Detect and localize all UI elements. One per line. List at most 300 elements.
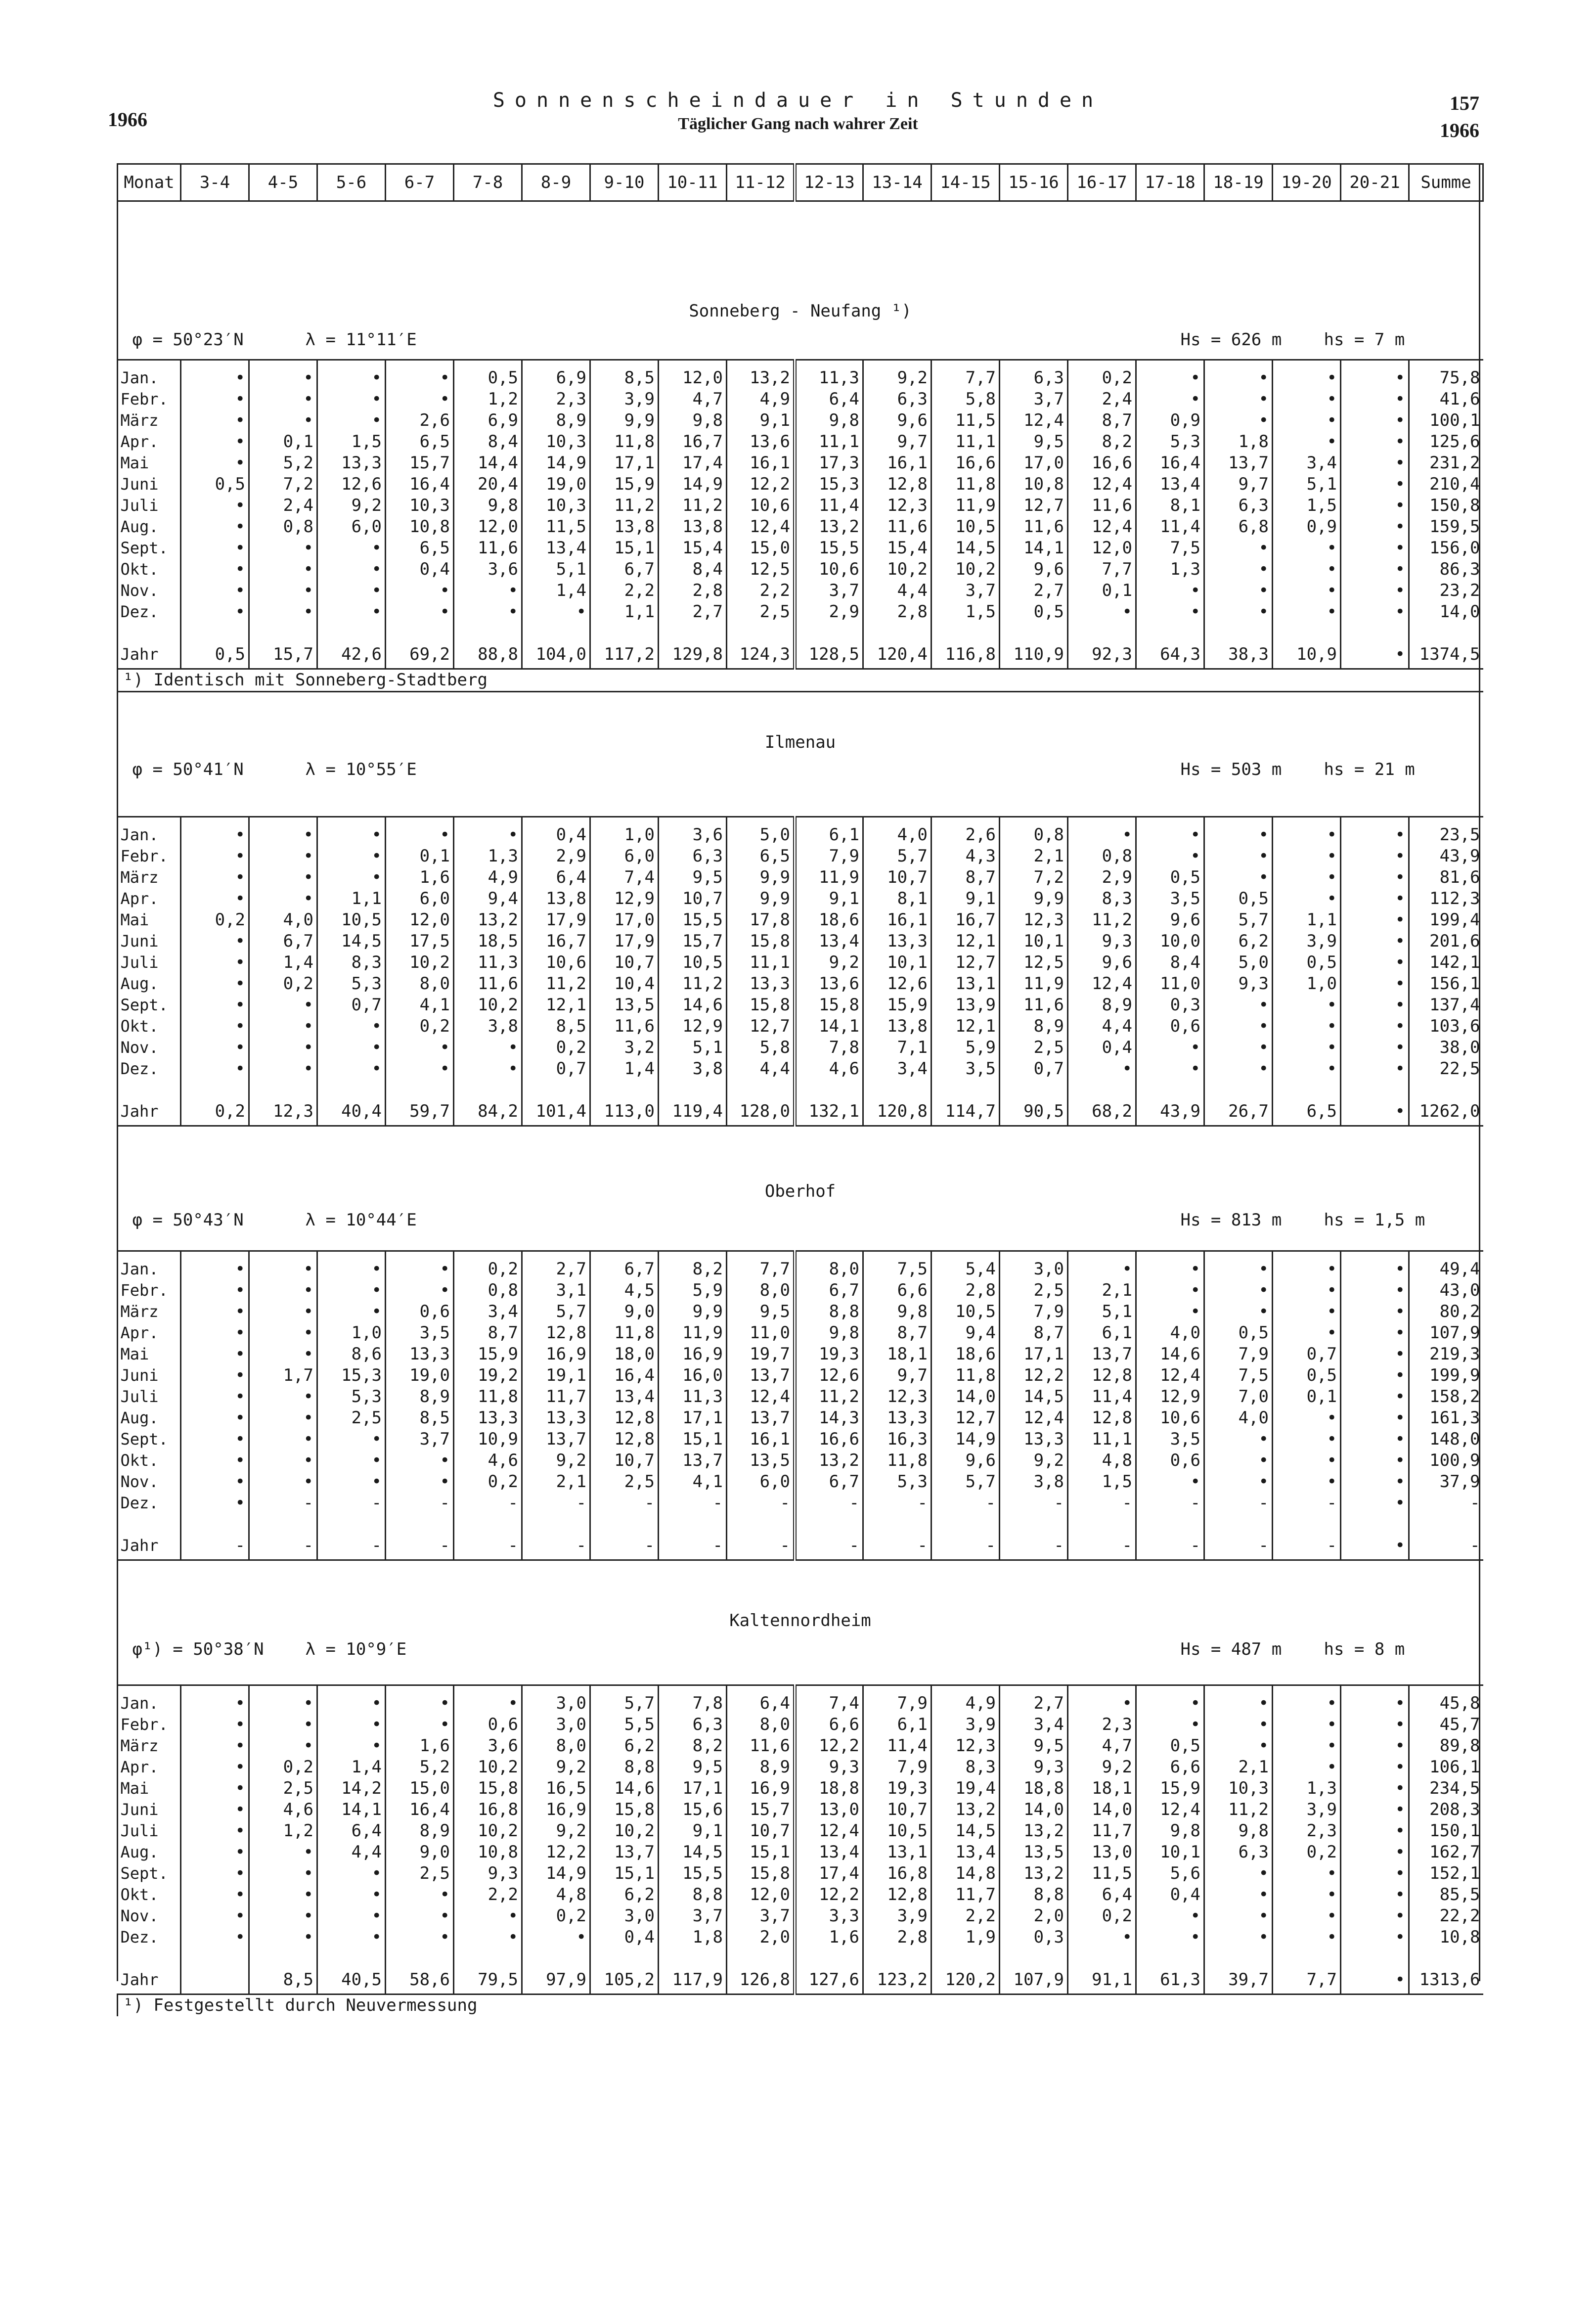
sum-cell: 107,9: [1409, 1322, 1483, 1344]
hour-cell: 17,4: [795, 1863, 863, 1884]
hour-cell: 3,9: [590, 389, 659, 410]
hour-cell: •: [181, 931, 249, 952]
hour-cell: 18,5: [454, 931, 522, 952]
hour-cell: 11,2: [590, 495, 659, 516]
hour-cell: 0,1: [1068, 580, 1136, 601]
month-label: Apr.: [120, 1758, 159, 1776]
hour-cell: 132,1: [795, 1097, 863, 1126]
hour-cell: 16,6: [931, 453, 1000, 474]
hour-cell: 2,4: [1068, 389, 1136, 410]
hour-cell: 16,5: [522, 1778, 590, 1799]
hour-cell: 17,1: [590, 453, 659, 474]
hour-cell: •: [317, 824, 386, 846]
hour-cell: 10,6: [727, 495, 795, 516]
hour-cell: 10,1: [863, 952, 931, 973]
hour-cell: 42,6: [317, 640, 386, 669]
hour-cell: 3,4: [1273, 453, 1341, 474]
hour-cell: 1,6: [386, 867, 454, 888]
hour-cell: 15,3: [317, 1365, 386, 1386]
hour-cell: 2,1: [1000, 846, 1068, 867]
hour-cell: 15,1: [659, 1429, 727, 1450]
hour-cell: •: [1273, 867, 1341, 888]
hour-cell: 12,4: [1000, 410, 1068, 431]
hour-cell: •: [249, 559, 317, 580]
latitude: φ = 50°41′N: [132, 760, 244, 779]
hour-cell: 12,3: [863, 495, 931, 516]
hour-cell: 9,1: [931, 888, 1000, 909]
hour-cell: 4,0: [249, 909, 317, 931]
hour-cell: •: [181, 1693, 249, 1714]
station-header: [118, 692, 1483, 816]
hour-cell: 120,8: [863, 1097, 931, 1126]
hour-cell: 7,5: [1204, 1365, 1273, 1386]
hour-cell: 15,1: [590, 1863, 659, 1884]
hour-cell: 2,8: [863, 1927, 931, 1948]
table-row: [118, 474, 1483, 495]
hour-cell: •: [181, 1365, 249, 1386]
hour-cell: 12,6: [863, 973, 931, 995]
hour-cell: 1,2: [249, 1820, 317, 1842]
hour-cell: 8,3: [931, 1757, 1000, 1778]
table-row: [118, 1037, 1483, 1058]
table-row: [118, 1344, 1483, 1365]
hour-cell: •: [1341, 1757, 1409, 1778]
table-row: [118, 1301, 1483, 1322]
column-header: 8-9: [522, 164, 590, 201]
hour-cell: 13,1: [863, 1842, 931, 1863]
hour-cell: 18,6: [931, 1344, 1000, 1365]
hour-cell: 11,7: [522, 1386, 590, 1407]
hour-cell: •: [1341, 410, 1409, 431]
hour-cell: •: [1341, 931, 1409, 952]
hour-cell: 15,7: [659, 931, 727, 952]
hour-cell: 11,2: [659, 495, 727, 516]
hour-cell: 9,2: [1068, 1757, 1136, 1778]
hour-cell: •: [1341, 909, 1409, 931]
hour-cell: 10,0: [1136, 931, 1204, 952]
hour-cell: •: [249, 1735, 317, 1757]
footnote: ¹) Festgestellt durch Neuvermessung: [123, 1995, 478, 2015]
hour-cell: •: [181, 867, 249, 888]
hour-cell: 2,9: [795, 601, 863, 623]
hour-cell: 2,5: [249, 1778, 317, 1799]
hour-cell: •: [1341, 867, 1409, 888]
hour-cell: 13,2: [727, 367, 795, 389]
sum-cell: 156,0: [1409, 538, 1483, 559]
hour-cell: 2,8: [931, 1280, 1000, 1301]
hour-cell: •: [386, 1037, 454, 1058]
hour-cell: 12,8: [1068, 1365, 1136, 1386]
hour-cell: 9,6: [931, 1450, 1000, 1471]
hour-cell: •: [522, 601, 590, 623]
hour-cell: 2,1: [522, 1471, 590, 1493]
hour-cell: 15,4: [863, 538, 931, 559]
hour-cell: 12,0: [659, 367, 727, 389]
hour-cell: 16,1: [727, 453, 795, 474]
hour-cell: 11,7: [1068, 1820, 1136, 1842]
hour-cell: 5,1: [1068, 1301, 1136, 1322]
month-label: Apr.: [120, 889, 159, 908]
hour-cell: 4,3: [931, 846, 1000, 867]
hour-cell: 6,1: [863, 1714, 931, 1735]
hour-cell: 9,6: [1068, 952, 1136, 973]
hour-cell: 116,8: [931, 640, 1000, 669]
month-label: Juni: [120, 475, 159, 494]
sum-cell: 22,5: [1409, 1058, 1483, 1080]
table-row: [118, 1905, 1483, 1927]
hour-cell: 12,3: [249, 1097, 317, 1126]
hour-cell: 2,8: [863, 601, 931, 623]
hour-cell: 8,2: [659, 1735, 727, 1757]
hour-cell: -: [522, 1493, 590, 1514]
hour-cell: 3,7: [386, 1429, 454, 1450]
annual-total-row: [118, 640, 1483, 669]
hour-cell: 9,9: [727, 867, 795, 888]
hour-cell: •: [1204, 1905, 1273, 1927]
hour-cell: •: [249, 1842, 317, 1863]
longitude: λ = 10°44′E: [305, 1210, 417, 1230]
hour-cell: •: [249, 1714, 317, 1735]
hour-cell: 8,0: [727, 1280, 795, 1301]
hour-cell: 12,9: [590, 888, 659, 909]
sum-cell: 38,0: [1409, 1037, 1483, 1058]
hour-cell: 40,4: [317, 1097, 386, 1126]
table-row: [118, 1450, 1483, 1471]
hour-cell: 12,6: [317, 474, 386, 495]
hour-cell: •: [1136, 1693, 1204, 1714]
hour-cell: 0,4: [386, 559, 454, 580]
hour-cell: •: [1341, 952, 1409, 973]
hour-cell: •: [317, 580, 386, 601]
hour-cell: •: [317, 1927, 386, 1948]
hour-cell: 9,8: [1136, 1820, 1204, 1842]
hour-cell: 3,1: [522, 1280, 590, 1301]
month-label: Sept.: [120, 1864, 168, 1883]
hour-cell: 61,3: [1136, 1966, 1204, 1995]
sum-cell: 45,7: [1409, 1714, 1483, 1735]
hour-cell: 10,2: [454, 995, 522, 1016]
hour-cell: 1,5: [1068, 1471, 1136, 1493]
hour-cell: •: [1068, 1058, 1136, 1080]
hour-cell: 16,9: [727, 1778, 795, 1799]
hour-cell: 11,8: [590, 1322, 659, 1344]
hour-cell: -: [1068, 1532, 1136, 1560]
hour-cell: 9,7: [863, 431, 931, 453]
hour-cell: 0,1: [249, 431, 317, 453]
hour-cell: -: [1068, 1493, 1136, 1514]
hour-cell: •: [386, 1280, 454, 1301]
hour-cell: 5,0: [1204, 952, 1273, 973]
hour-cell: 5,5: [590, 1714, 659, 1735]
hour-cell: 10,9: [1273, 640, 1341, 669]
sum-cell: 1313,6: [1409, 1966, 1483, 1995]
hour-cell: •: [1204, 601, 1273, 623]
month-label: Juni: [120, 932, 159, 951]
hour-cell: •: [317, 1714, 386, 1735]
hour-cell: 9,3: [454, 1863, 522, 1884]
table-row: [118, 1259, 1483, 1280]
hour-cell: 4,6: [454, 1450, 522, 1471]
hour-cell: 15,0: [386, 1778, 454, 1799]
hour-cell: 8,0: [386, 973, 454, 995]
hour-cell: •: [249, 995, 317, 1016]
hour-cell: 14,9: [931, 1429, 1000, 1450]
month-label: Juli: [120, 496, 159, 515]
hour-cell: •: [1341, 1714, 1409, 1735]
hour-cell: 8,9: [1068, 995, 1136, 1016]
sum-cell: 234,5: [1409, 1778, 1483, 1799]
hour-cell: 117,9: [659, 1966, 727, 1995]
hour-cell: 15,5: [795, 538, 863, 559]
hour-cell: 9,2: [522, 1820, 590, 1842]
hour-cell: 120,4: [863, 640, 931, 669]
latitude: φ¹) = 50°38′N: [132, 1639, 264, 1659]
hour-cell: -: [1000, 1493, 1068, 1514]
hour-cell: •: [1341, 367, 1409, 389]
sum-cell: 1374,5: [1409, 640, 1483, 669]
month-label: Okt.: [120, 1017, 159, 1036]
hour-cell: 4,5: [590, 1280, 659, 1301]
hour-cell: 11,8: [454, 1386, 522, 1407]
hour-cell: 13,8: [522, 888, 590, 909]
hour-cell: 16,7: [931, 909, 1000, 931]
hour-cell: 13,2: [1000, 1820, 1068, 1842]
sum-cell: 199,9: [1409, 1365, 1483, 1386]
hour-cell: •: [181, 495, 249, 516]
hour-cell: •: [1341, 1301, 1409, 1322]
hour-cell: 10,1: [1000, 931, 1068, 952]
hour-cell: •: [386, 601, 454, 623]
hour-cell: 9,3: [1000, 1757, 1068, 1778]
hour-cell: 6,6: [795, 1714, 863, 1735]
hour-cell: 13,3: [522, 1407, 590, 1429]
hour-cell: •: [1341, 389, 1409, 410]
hour-cell: 11,0: [1136, 973, 1204, 995]
station-elevation: Hs = 626 m: [1180, 330, 1282, 350]
hour-cell: 6,6: [863, 1280, 931, 1301]
hour-cell: 9,5: [1000, 1735, 1068, 1757]
table-row: [118, 580, 1483, 601]
hour-cell: 6,2: [590, 1884, 659, 1905]
hour-cell: 5,0: [727, 824, 795, 846]
hour-cell: 3,6: [454, 1735, 522, 1757]
hour-cell: 1,3: [1273, 1778, 1341, 1799]
hour-cell: •: [454, 601, 522, 623]
hour-cell: 12,7: [931, 1407, 1000, 1429]
hour-cell: 4,9: [931, 1693, 1000, 1714]
hour-cell: •: [181, 516, 249, 538]
hour-cell: 68,2: [1068, 1097, 1136, 1126]
hour-cell: 2,7: [522, 1259, 590, 1280]
hour-cell: 13,2: [1000, 1863, 1068, 1884]
hour-cell: 14,4: [454, 453, 522, 474]
hour-cell: •: [181, 1842, 249, 1863]
hour-cell: •: [1204, 367, 1273, 389]
column-header: Monat: [118, 164, 181, 201]
hour-cell: 11,4: [1068, 1386, 1136, 1407]
sum-cell: 148,0: [1409, 1429, 1483, 1450]
hour-cell: 13,4: [931, 1842, 1000, 1863]
hour-cell: 6,0: [590, 846, 659, 867]
hour-cell: •: [1068, 824, 1136, 846]
hour-cell: 4,7: [1068, 1735, 1136, 1757]
hour-cell: -: [931, 1493, 1000, 1514]
hour-cell: 12,1: [931, 931, 1000, 952]
hour-cell: 3,4: [863, 1058, 931, 1080]
hour-cell: 12,2: [727, 474, 795, 495]
sum-cell: 81,6: [1409, 867, 1483, 888]
hour-cell: -: [1136, 1493, 1204, 1514]
hour-cell: 6,4: [727, 1693, 795, 1714]
hour-cell: •: [1273, 1429, 1341, 1450]
hour-cell: 4,4: [317, 1842, 386, 1863]
hour-cell: 0,4: [1068, 1037, 1136, 1058]
table-row: [118, 909, 1483, 931]
hour-cell: 6,3: [863, 389, 931, 410]
hour-cell: -: [454, 1493, 522, 1514]
hour-cell: •: [1204, 824, 1273, 846]
hour-cell: 8,7: [863, 1322, 931, 1344]
hour-cell: •: [1204, 410, 1273, 431]
hour-cell: 11,2: [1068, 909, 1136, 931]
hour-cell: 12,8: [522, 1322, 590, 1344]
hour-cell: 13,3: [454, 1407, 522, 1429]
column-header: 10-11: [659, 164, 727, 201]
hour-cell: 15,8: [727, 931, 795, 952]
hour-cell: 2,5: [317, 1407, 386, 1429]
hour-cell: 14,6: [659, 995, 727, 1016]
hour-cell: •: [1204, 1037, 1273, 1058]
month-label: Mai: [120, 1345, 149, 1363]
table-row: [118, 1016, 1483, 1037]
hour-cell: 4,8: [1068, 1450, 1136, 1471]
hour-cell: •: [1341, 1322, 1409, 1344]
hour-cell: 0,5: [454, 367, 522, 389]
month-label: Aug.: [120, 974, 159, 993]
hour-cell: 1,5: [1273, 495, 1341, 516]
column-header: 18-19: [1204, 164, 1273, 201]
hour-cell: 16,3: [863, 1429, 931, 1450]
hour-cell: •: [249, 1905, 317, 1927]
hour-cell: 3,9: [931, 1714, 1000, 1735]
table-row: [118, 931, 1483, 952]
hour-cell: 2,1: [1204, 1757, 1273, 1778]
hour-cell: 10,8: [386, 516, 454, 538]
hour-cell: 0,4: [590, 1927, 659, 1948]
hour-cell: 12,0: [1068, 538, 1136, 559]
hour-cell: 9,1: [795, 888, 863, 909]
hour-cell: 15,1: [590, 538, 659, 559]
hour-cell: •: [249, 1471, 317, 1493]
hour-cell: 9,9: [727, 888, 795, 909]
hour-cell: 16,8: [454, 1799, 522, 1820]
column-header: 3-4: [181, 164, 249, 201]
month-label: Febr.: [120, 847, 168, 865]
sum-cell: 156,1: [1409, 973, 1483, 995]
hour-cell: 7,5: [863, 1259, 931, 1280]
month-label: Aug.: [120, 1843, 159, 1861]
month-label: Sept.: [120, 1430, 168, 1449]
hour-cell: 8,8: [590, 1757, 659, 1778]
hour-cell: •: [181, 1757, 249, 1778]
hour-cell: 9,1: [659, 1820, 727, 1842]
hour-cell: 0,4: [1136, 1884, 1204, 1905]
hour-cell: 7,9: [863, 1757, 931, 1778]
sum-cell: 80,2: [1409, 1301, 1483, 1322]
hour-cell: •: [1273, 1714, 1341, 1735]
hour-cell: 14,6: [1136, 1344, 1204, 1365]
hour-cell: 9,8: [454, 495, 522, 516]
hour-cell: 13,4: [522, 538, 590, 559]
hour-cell: •: [1136, 580, 1204, 601]
sum-cell: 43,0: [1409, 1280, 1483, 1301]
hour-cell: 10,8: [1000, 474, 1068, 495]
hour-cell: 8,9: [727, 1757, 795, 1778]
hour-cell: 2,6: [386, 410, 454, 431]
hour-cell: 12,1: [522, 995, 590, 1016]
hour-cell: 13,5: [727, 1450, 795, 1471]
hour-cell: 10,2: [454, 1757, 522, 1778]
hour-cell: •: [1273, 1407, 1341, 1429]
hour-cell: 12,9: [659, 1016, 727, 1037]
sum-cell: 219,3: [1409, 1344, 1483, 1365]
hour-cell: 11,1: [931, 431, 1000, 453]
hour-cell: •: [386, 1693, 454, 1714]
hour-cell: 11,1: [727, 952, 795, 973]
hour-cell: •: [386, 1450, 454, 1471]
hour-cell: -: [1204, 1532, 1273, 1560]
hour-cell: •: [1136, 367, 1204, 389]
station-elevation: Hs = 487 m: [1180, 1639, 1282, 1659]
hour-cell: 15,3: [795, 474, 863, 495]
month-label: Dez.: [120, 1928, 159, 1947]
hour-cell: 15,4: [659, 538, 727, 559]
hour-cell: •: [1136, 1301, 1204, 1322]
hour-cell: •: [1136, 1280, 1204, 1301]
hour-cell: 15,8: [795, 995, 863, 1016]
hour-cell: •: [1341, 495, 1409, 516]
hour-cell: 5,3: [863, 1471, 931, 1493]
column-header: 19-20: [1273, 164, 1341, 201]
hour-cell: 26,7: [1204, 1097, 1273, 1126]
hour-cell: 2,7: [1000, 1693, 1068, 1714]
hour-cell: 10,7: [863, 1799, 931, 1820]
hour-cell: 12,5: [1000, 952, 1068, 973]
hour-cell: 3,7: [931, 580, 1000, 601]
hour-cell: 13,2: [795, 1450, 863, 1471]
hour-cell: -: [795, 1493, 863, 1514]
hour-cell: •: [181, 888, 249, 909]
month-label: Jahr: [120, 1102, 159, 1121]
hour-cell: 9,6: [1136, 909, 1204, 931]
hour-cell: 0,1: [386, 846, 454, 867]
hour-cell: 9,4: [454, 888, 522, 909]
hour-cell: 16,4: [590, 1365, 659, 1386]
hour-cell: 119,4: [659, 1097, 727, 1126]
hour-cell: -: [317, 1493, 386, 1514]
month-label: Dez.: [120, 1059, 159, 1078]
hour-cell: 7,7: [931, 367, 1000, 389]
hour-cell: 14,0: [1000, 1799, 1068, 1820]
hour-cell: 4,0: [1204, 1407, 1273, 1429]
hour-cell: •: [1341, 601, 1409, 623]
hour-cell: 13,0: [1068, 1842, 1136, 1863]
hour-cell: 9,2: [522, 1450, 590, 1471]
hour-cell: •: [317, 1259, 386, 1280]
hour-cell: •: [181, 1037, 249, 1058]
hour-cell: -: [931, 1532, 1000, 1560]
hour-cell: 10,3: [522, 495, 590, 516]
